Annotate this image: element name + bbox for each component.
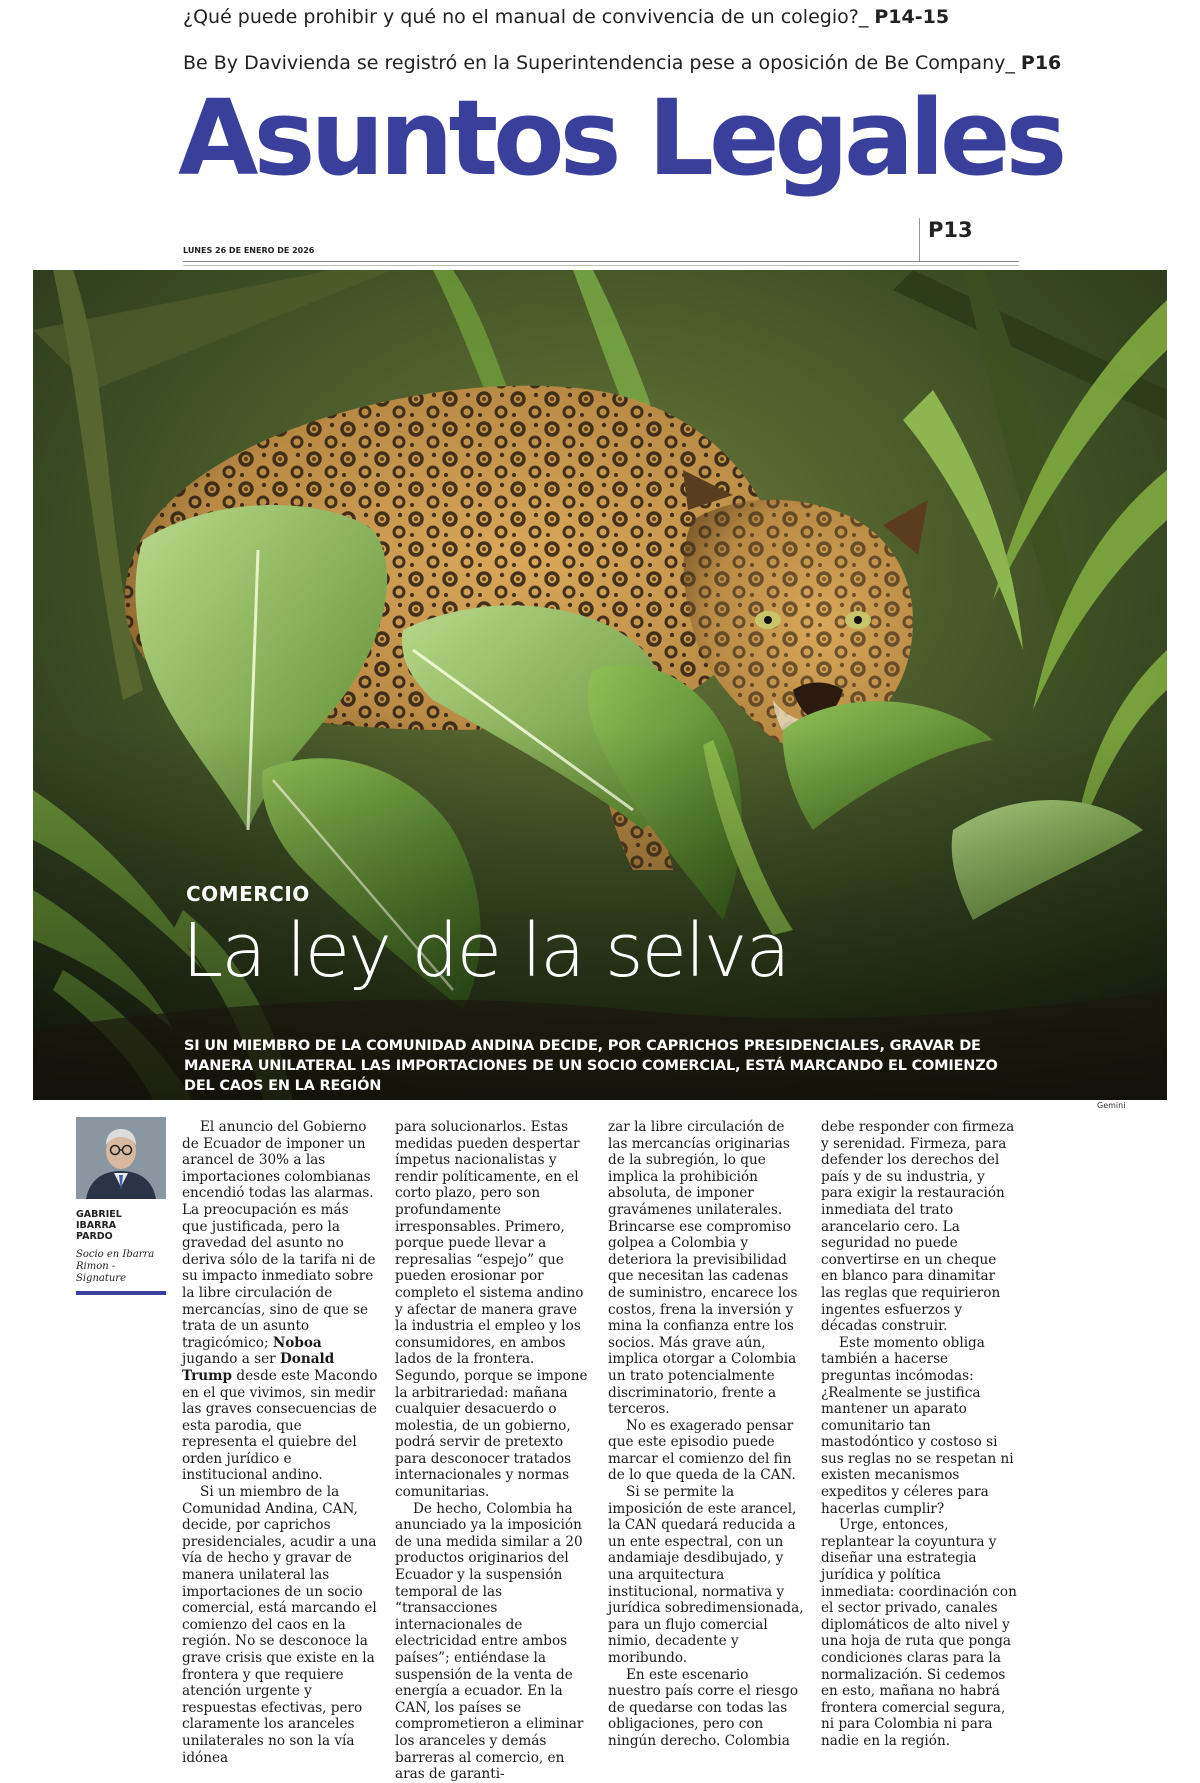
- article-paragraph: Este momento obliga también a hacerse preguntas incómodas: ¿Realmente se justifica mantener un aparato comunitario tan mastodóntico y costoso si sus reglas no se respetan ni existen mecanismos expeditos y céleres para hacerlas cumplir?: [821, 1334, 1014, 1517]
- teaser-text: Be By Davivienda se registró en la Superintendencia pese a oposición de Be Company_: [183, 52, 1021, 74]
- dateline: LUNES 26 DE ENERO DE 2026: [183, 246, 315, 255]
- divider: [919, 218, 920, 262]
- article-paragraph: No es exagerado pensar que este episodio puede marcar el comienzo del fin de lo que queda de la CAN.: [608, 1417, 796, 1484]
- article-deck: SI UN MIEMBRO DE LA COMUNIDAD ANDINA DECIDE, POR CAPRICHOS PRESIDENCIALES, GRAVAR DE MANERA UNILATERAL LAS IMPORTACIONES DE UN SOCIO COMERCIAL, ESTÁ MARCANDO EL COMIENZO DEL CAOS EN LA REGIÓN: [184, 1038, 998, 1094]
- article-headline: La ley de la selva: [182, 908, 789, 994]
- author-name: GABRIEL IBARRA PARDO: [76, 1209, 122, 1242]
- teaser-text: ¿Qué puede prohibir y qué no el manual de convivencia de un colegio?_: [183, 6, 875, 28]
- author-role: Socio en Ibarra Rimon - Signature: [76, 1249, 155, 1284]
- author-avatar: [76, 1117, 166, 1199]
- teaser-page: P16: [1020, 52, 1062, 74]
- article-paragraph: Si se permite la imposición de este arancel, la CAN quedará reducida a un ente espectral, con un andamiaje desdibujado, y una arquitectura institucional, normativa y jurídica sobredimensionada, para un flujo comercial nimio, decadente y moribundo.: [608, 1484, 804, 1666]
- author-box: [76, 1117, 166, 1295]
- section-kicker: COMERCIO: [186, 882, 310, 906]
- header-rule: [183, 261, 1019, 266]
- hero-photo: [33, 270, 1167, 1100]
- article-paragraph: Si un miembro de la Comunidad Andina, CAN, decide, por caprichos presidenciales, acudir a una vía de hecho y gravar de manera unilateral las importaciones de un socio comercial, está marcando el comienzo del caos en la región. No se desconoce la grave crisis que existe en la frontera y que requiere atención urgente y respuestas efectivas, pero claramente los aranceles unilaterales no son la vía idónea: [182, 1484, 377, 1766]
- article-paragraph: zar la libre circulación de las mercancías originarias de la subregión, lo que implica la prohibición absoluta, de imponer gravámenes unilaterales. Brincarse ese compromiso golpea a Colombia y deteriora la previsibilidad que necesitan las cadenas de suministro, encarece los costos, frena la inversión y mina la confianza entre los socios. Más grave aún, implica otorgar a Colombia un trato potencialmente discriminatorio, frente a terceros.: [608, 1119, 798, 1418]
- article-paragraph: Urge, entonces, replantear la coyuntura y diseñar una estrategia jurídica y política inmediata: coordinación con el sector privado, canales diplomáticos de alto nivel y una hoja de ruta que ponga condiciones claras para la normalización. Si cedemos en esto, mañana no habrá frontera comercial segura, ni para Colombia ni para nadie en la región.: [821, 1517, 1017, 1749]
- article-paragraph: El anuncio del Gobierno de Ecuador de imponer un arancel de 30% a las importaciones colombianas encendió todas las alarmas. La preocupación es más que justificada, pero la gravedad del asunto no deriva sólo de la tarifa ni de su impacto inmediato sobre la libre circulación de mercancías, sino de que se trata de un asunto tragicómico; Noboa jugando a ser Donald Trump desde este Macondo en el que vivimos, sin medir las graves consecuencias de esta parodia, que representa el quiebre del orden jurídico e institucional andino.: [182, 1119, 378, 1484]
- article-column-4: [821, 1119, 1017, 1750]
- author-accent-bar: [76, 1291, 166, 1295]
- article-column-2: [395, 1119, 591, 1783]
- photo-credit: Gemini: [1097, 1101, 1126, 1110]
- article-column-3: [608, 1119, 804, 1750]
- article-column-1: [182, 1119, 378, 1766]
- article-paragraph: para solucionarlos. Estas medidas pueden despertar ímpetus nacionalistas y rendir políticamente, en el corto plazo, pero son profundamente irresponsables. Primero, porque puede llevar a represalias “espejo” que pueden erosionar por completo el sistema andino y afectar de manera grave la industria el empleo y los consumidores, en ambos lados de la frontera. Segundo, porque se impone la arbitrariedad: mañana cualquier desacuerdo o molestia, de un gobierno, podrá servir de pretexto para desconocer tratados internacionales y normas comunitarias.: [395, 1119, 588, 1501]
- article-paragraph: De hecho, Colombia ha anunciado ya la imposición de una medida similar a 20 productos originarios del Ecuador y la suspensión temporal de las “transacciones internacionales de electricidad entre ambos países”; entiéndase la suspensión de la venta de energía a ecuador. En la CAN, los países se comprometieron a eliminar los aranceles y demás barreras al comercio, en aras de garanti-: [395, 1500, 584, 1783]
- page-number: P13: [928, 218, 973, 242]
- teaser-page: P14-15: [874, 6, 950, 28]
- teaser-link-p16[interactable]: [183, 52, 1061, 74]
- article-paragraph: debe responder con firmeza y serenidad. Firmeza, para defender los derechos del país y de su industria, y para exigir la restauración inmediata del trato arancelario cero. La seguridad no puede convertirse en un cheque en blanco para dinamitar las reglas que requirieron ingentes esfuerzos y décadas construir.: [821, 1119, 1015, 1335]
- section-masthead: Asuntos Legales: [178, 77, 1063, 199]
- teaser-link-p14[interactable]: [183, 6, 949, 28]
- article-paragraph: En este escenario nuestro país corre el riesgo de quedarse con todas las obligaciones, pero con ningún derecho. Colombia: [608, 1666, 799, 1749]
